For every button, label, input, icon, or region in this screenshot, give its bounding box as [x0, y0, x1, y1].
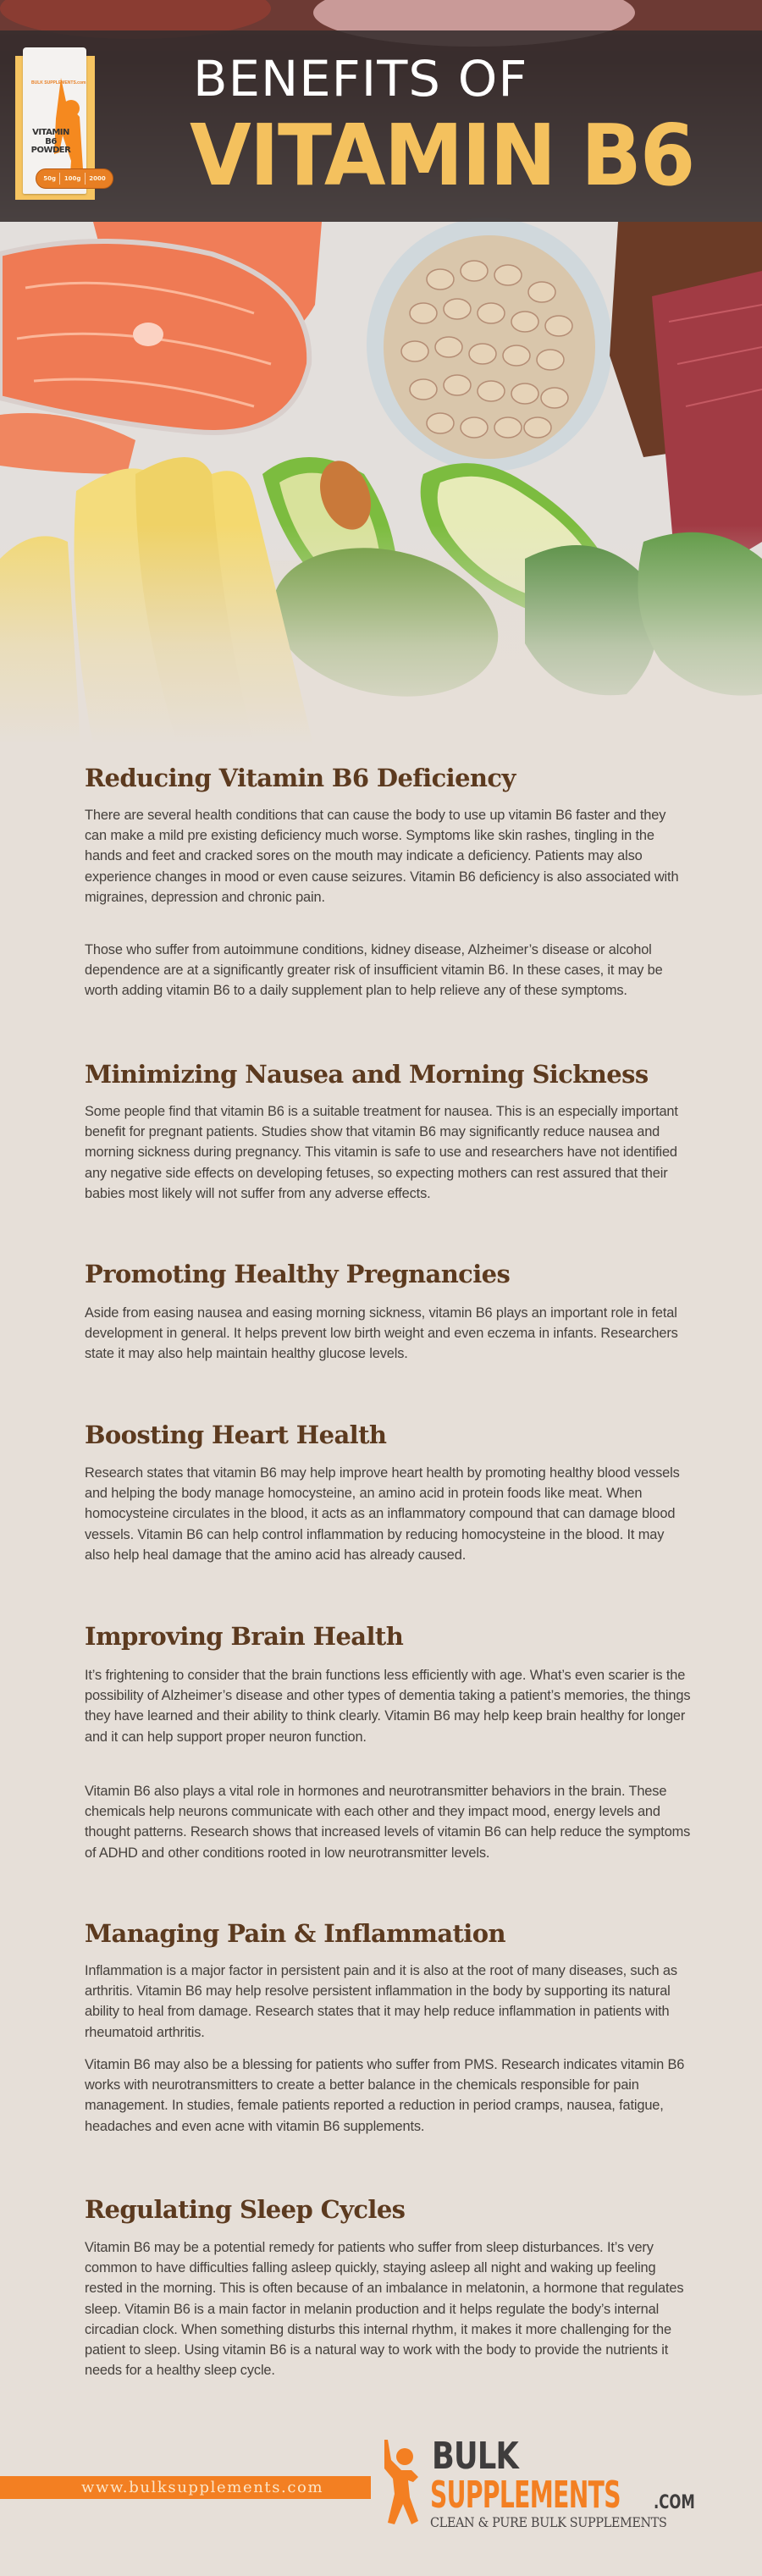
page-title-line2: VITAMIN B6 — [190, 106, 694, 205]
hero-fade-overlay — [0, 525, 762, 745]
page-title-line1: BENEFITS OF — [193, 50, 528, 108]
section-title-heart-health: Boosting Heart Health — [85, 1420, 387, 1449]
section-paragraph: Vitamin B6 also plays a vital role in hormones and neurotransmitter behaviors in the brain. These chemicals help neurons communicate with each other and they impact mood, energy levels and thought patterns. Research shows that increased levels of vitamin B6 can help reduce the symptoms of ADHD and other conditions rooted in low neurotransmitter levels. — [85, 1784, 691, 1861]
section-paragraph: Inflammation is a major factor in persistent pain and it is also at the root of many diseases, such as arthritis. Vitamin B6 may help resolve persistent inflammation in the body by supporting its natural ability to heal from damage. Research states that it may help reduce inflammation in patients with rheumatoid arthritis. — [85, 1963, 677, 2040]
section-paragraph: Research states that vitamin B6 may help improve heart health by promoting healthy blood vessels and helping the body manage homocysteine, an amino acid in protein foods like meat. When homocysteine circulates in the blood, it acts as an inflammatory compound that can damage blood vessels. Vitamin B6 can help control inflammation by reducing homocysteine in the blood. It may also help heal damage that the amino acid has already caused. — [85, 1465, 680, 1563]
section-paragraph: It’s frightening to consider that the brain functions less efficiently with age. What’s even scarier is the possibility of Alzheimer’s disease and other types of dementia taking a patient’s memories, the things they have learned and their ability to think clearly. Vitamin B6 may help keep brain healthy for longer and it can help support proper neuron function. — [85, 1668, 691, 1745]
package-brand: BULK SUPPLEMENTS.com — [31, 80, 86, 85]
badge-divider — [85, 173, 86, 185]
badge-size-1: 50g — [43, 174, 56, 182]
package-size-badges — [36, 168, 113, 189]
website-link[interactable]: www.bulksupplements.com — [81, 2479, 324, 2496]
section-paragraph: Some people find that vitamin B6 is a suitable treatment for nausea. This is an especially important benefit for pregnant patients. Studies show that vitamin B6 may significantly reduce nausea and morning sickness during pregnancy. This vitamin is safe to use and researchers have not identified any negative side effects on developing fetuses, so expecting mothers can rest assured that their babies most likely will not suffer from any adverse effects. — [85, 1104, 678, 1201]
badge-size-2: 100g — [64, 174, 81, 182]
section-title-brain-health: Improving Brain Health — [85, 1622, 404, 1651]
section-paragraph: Those who suffer from autoimmune conditions, kidney disease, Alzheimer’s disease or alcohol dependence are at a significantly greater risk of insufficient vitamin B6. In these cases, it may be worth adding vitamin B6 to a daily supplement plan to help relieve any of these symptoms. — [85, 942, 663, 999]
package-product-name: VITAMIN B6 POWDER — [30, 128, 71, 155]
badge-size-3: 2000 — [89, 174, 106, 182]
section-title-nausea: Minimizing Nausea and Morning Sickness — [85, 1060, 649, 1089]
badge-divider — [59, 173, 60, 185]
hero-banner — [0, 0, 762, 745]
logo-suffix-com: .COM — [654, 2492, 695, 2513]
logo-tagline: CLEAN & PURE BULK SUPPLEMENTS — [430, 2514, 667, 2530]
section-title-pregnancies: Promoting Healthy Pregnancies — [85, 1260, 511, 1288]
section-title-pain-inflammation: Managing Pain & Inflammation — [85, 1919, 505, 1948]
section-paragraph: There are several health conditions that can cause the body to use up vitamin B6 faster and they can make a mild pre existing deficiency much worse. Symptoms like skin rashes, tingling in the hands and feet and cracked sores on the mouth may indicate a deficiency. Patients may also experience changes in mood or even cause seizures. Vitamin B6 deficiency is also associated with migraines, depression and chronic pain. — [85, 808, 679, 905]
logo-word-supplements: SUPPLEMENTS — [430, 2474, 621, 2517]
section-paragraph: Vitamin B6 may be a potential remedy for patients who suffer from sleep disturbances. It’s very common to have difficulties falling asleep quickly, staying asleep all night and waking up feeling rested in the morning. This is often because of an imbalance in melatonin, a hormone that regulates sleep. Vitamin B6 is a main factor in melanin production and it helps regulate the body’s internal circadian clock. When something disturbs this internal rhythm, it makes it more challenging for the patient to sleep. Using vitamin B6 is a natural way to work with the body to provide the nutrients it needs for a healthy sleep cycle. — [85, 2240, 684, 2379]
bulk-supplements-figure-icon — [379, 2438, 430, 2526]
section-title-deficiency: Reducing Vitamin B6 Deficiency — [85, 764, 516, 792]
section-paragraph: Aside from easing nausea and easing morning sickness, vitamin B6 plays an important role in fetal development in general. It helps prevent low birth weight and even eczema in infants. Researchers state it may also help maintain healthy glucose levels. — [85, 1305, 678, 1362]
section-title-sleep-cycles: Regulating Sleep Cycles — [85, 2195, 406, 2224]
section-paragraph: Vitamin B6 may also be a blessing for patients who suffer from PMS. Research indicates vitamin B6 works with neurotransmitters to create a better balance in the chemicals responsible for pain management. In studies, female patients reported a reduction in period cramps, nausea, fatigue, headaches and even acne with vitamin B6 supplements. — [85, 2057, 685, 2134]
logo-word-bulk: BULK — [432, 2435, 518, 2478]
